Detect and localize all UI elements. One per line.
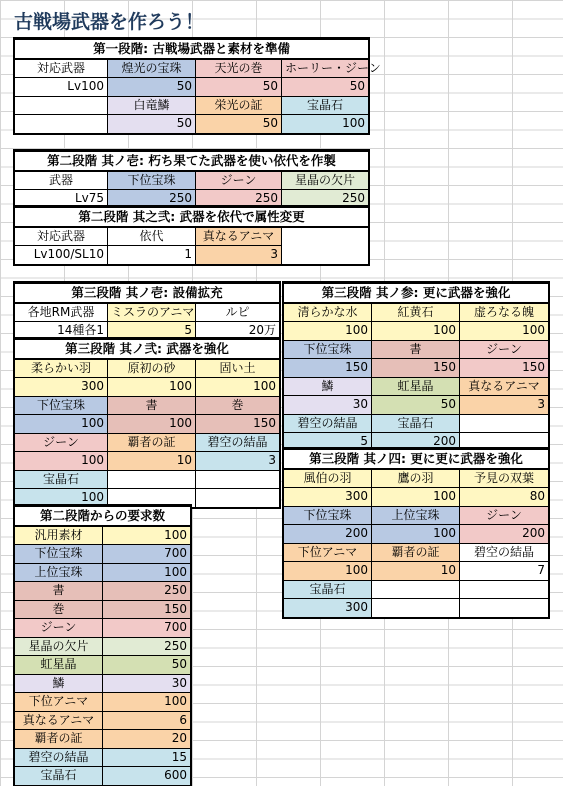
stage3c-cell: 5 [284,433,372,452]
stage3b-cell: 書 [108,396,196,415]
stage1-cell: 100 [282,115,369,134]
stage2a-cell: 武器 [15,171,108,190]
summary-item-value: 20 [103,730,191,749]
stage1-cell: 対応武器 [15,59,108,78]
summary-table [14,505,191,786]
stage3b-cell: 3 [196,452,280,471]
stage3d-cell: 風伯の羽 [284,469,372,488]
stage1-cell: 50 [196,78,282,97]
summary-item-value: 250 [103,582,191,601]
stage3b-cell: 100 [196,378,280,397]
stage3c-cell [460,414,549,433]
stage3d-cell: 200 [460,525,549,544]
summary-item-value: 600 [103,767,191,786]
stage3d-cell: 10 [372,562,460,581]
stage2b-header: 第二段階 其之弐: 武器を依代で属性変更 [15,207,369,227]
stage3a-cell: 20万 [196,322,280,341]
stage2b-cell: 1 [108,246,196,265]
stage2b-cell: 対応武器 [15,227,108,246]
summary-item-label: 鱗 [15,674,103,693]
stage3c-cell: 鱗 [284,377,372,396]
stage1-cell: 栄光の証 [196,96,282,115]
stage2b-blank [282,246,369,265]
stage3d-cell: 覇者の証 [372,543,460,562]
stage3d-cell: 下位アニマ [284,543,372,562]
stage3d-cell: 宝晶石 [284,580,372,599]
stage3a-cell: ミスラのアニマ [108,303,196,322]
stage2a-cell: 250 [282,190,369,209]
stage3c-cell: 30 [284,396,372,415]
stage2a-cell: 250 [108,190,196,209]
summary-item-label: 覇者の証 [15,730,103,749]
stage3d-cell: 200 [284,525,372,544]
summary-item-value: 15 [103,748,191,767]
stage3b-cell: 300 [15,378,108,397]
stage2a-cell: 星晶の欠片 [282,171,369,190]
stage3d-table [283,448,549,618]
stage3b-cell: 100 [15,415,108,434]
stage3c-cell: 100 [372,322,460,341]
stage2b-cell: 真なるアニマ [196,227,282,246]
stage3c-cell: 150 [372,359,460,378]
summary-item-label: 真なるアニマ [15,711,103,730]
summary-item-label: 虹星晶 [15,656,103,675]
stage3a-cell: 各地RM武器 [15,303,108,322]
stage3d-cell [460,580,549,599]
stage3b-cell [108,470,196,489]
summary-item-value: 700 [103,545,191,564]
stage1-cell: 煌光の宝珠 [108,59,196,78]
stage2a-header: 第二段階 其ノ壱: 朽ち果てた武器を使い依代を作製 [15,151,369,171]
stage1-cell: 宝晶石 [282,96,369,115]
stage3c-cell: 150 [284,359,372,378]
stage3b-table [14,338,280,508]
stage3d-cell: 300 [284,599,372,618]
stage3b-cell: 100 [15,452,108,471]
summary-item-label: 碧空の結晶 [15,748,103,767]
stage1-table [14,38,381,134]
summary-item-value: 700 [103,619,191,638]
summary-item-label: 星晶の欠片 [15,637,103,656]
stage2b-table [14,206,369,265]
stage2b-blank [282,227,369,246]
stage2a-cell: Lv75 [15,190,108,209]
summary-item-value: 100 [103,563,191,582]
stage3c-cell: 100 [284,322,372,341]
stage3b-cell: 宝晶石 [15,470,108,489]
stage3c-cell: 宝晶石 [372,414,460,433]
stage3d-cell: 上位宝珠 [372,506,460,525]
stage3d-cell [372,599,460,618]
stage3b-cell: 100 [108,378,196,397]
stage3a-header: 第三段階 其ノ壱: 設備拡充 [15,283,280,303]
stage1-cell [15,115,108,134]
stage3b-cell: 固い土 [196,359,280,378]
stage3c-cell: 虹星晶 [372,377,460,396]
summary-item-label: 下位アニマ [15,693,103,712]
stage3c-cell: 下位宝珠 [284,340,372,359]
summary-item-value: 30 [103,674,191,693]
stage3d-cell: 予見の双葉 [460,469,549,488]
stage3b-cell: 100 [15,489,108,508]
stage1-cell: 50 [108,78,196,97]
stage3d-cell: 鷹の羽 [372,469,460,488]
stage3c-cell: 200 [372,433,460,452]
stage3b-cell: 100 [108,415,196,434]
stage3b-cell: 10 [108,452,196,471]
stage3a-table [14,282,280,341]
stage2b-cell: 3 [196,246,282,265]
stage3d-cell: 100 [372,525,460,544]
stage3b-cell: 下位宝珠 [15,396,108,415]
summary-item-label: ジーン [15,619,103,638]
stage2a-cell: 下位宝珠 [108,171,196,190]
summary-item-value: 6 [103,711,191,730]
summary-item-label: 書 [15,582,103,601]
stage1-cell: 天光の巻 [196,59,282,78]
stage3b-cell [196,470,280,489]
stage3c-cell: 書 [372,340,460,359]
summary-item-value: 100 [103,526,191,545]
stage1-header: 第一段階: 古戦場武器と素材を準備 [15,39,369,59]
summary-item-label: 巻 [15,600,103,619]
stage1-cell: 50 [282,78,369,97]
stage3c-cell: 150 [460,359,549,378]
stage3b-header: 第三段階 其ノ弐: 武器を強化 [15,339,280,359]
stage3d-cell: 100 [284,562,372,581]
stage3d-cell [372,580,460,599]
stage3c-table [283,282,549,452]
stage3a-cell: ルピ [196,303,280,322]
stage1-cell [15,96,108,115]
stage3c-cell: 3 [460,396,549,415]
stage3d-cell: 300 [284,488,372,507]
stage3d-cell: 下位宝珠 [284,506,372,525]
summary-item-label: 上位宝珠 [15,563,103,582]
stage3b-cell: 巻 [196,396,280,415]
stage2a-cell: 250 [196,190,282,209]
summary-item-value: 100 [103,693,191,712]
stage2b-cell: 依代 [108,227,196,246]
stage3a-cell: 14種各1 [15,322,108,341]
summary-item-label: 下位宝珠 [15,545,103,564]
stage3d-cell: ジーン [460,506,549,525]
stage3c-cell: 50 [372,396,460,415]
stage1-cell: Lv100 [15,78,108,97]
stage3b-cell: 覇者の証 [108,433,196,452]
stage3b-cell: 150 [196,415,280,434]
stage3d-cell: 碧空の結晶 [460,543,549,562]
stage1-cell: 50 [196,115,282,134]
stage3b-cell: 原初の砂 [108,359,196,378]
stage3c-cell: ジーン [460,340,549,359]
stage2a-cell: ジーン [196,171,282,190]
stage2b-cell: Lv100/SL10 [15,246,108,265]
stage3d-cell: 7 [460,562,549,581]
stage3b-cell [196,489,280,508]
stage3c-cell: 100 [460,322,549,341]
stage3a-cell: 5 [108,322,196,341]
page-title: 古戦場武器を作ろう！ [14,11,205,33]
stage1-cell: 白竜鱗 [108,96,196,115]
stage1-cell: ホーリー・ジーン [282,59,369,78]
stage3c-header: 第三段階 其ノ参: 更に武器を強化 [284,283,549,303]
stage3c-cell: 清らかな水 [284,303,372,322]
stage3d-header: 第三段階 其ノ四: 更に更に武器を強化 [284,449,549,469]
stage2a-table [14,150,369,209]
stage3c-cell: 真なるアニマ [460,377,549,396]
summary-item-value: 150 [103,600,191,619]
stage3b-cell: 柔らかい羽 [15,359,108,378]
stage3b-cell: 碧空の結晶 [196,433,280,452]
stage3d-cell [460,599,549,618]
stage3c-cell: 虚ろなる魄 [460,303,549,322]
summary-header: 第二段階からの要求数 [15,506,191,526]
summary-item-label: 汎用素材 [15,526,103,545]
summary-item-label: 宝晶石 [15,767,103,786]
stage1-cell: 50 [108,115,196,134]
summary-item-value: 50 [103,656,191,675]
stage3c-cell: 紅黄石 [372,303,460,322]
summary-item-value: 250 [103,637,191,656]
stage3d-cell: 80 [460,488,549,507]
stage3c-cell: 碧空の結晶 [284,414,372,433]
stage3b-cell: ジーン [15,433,108,452]
stage3d-cell: 100 [372,488,460,507]
